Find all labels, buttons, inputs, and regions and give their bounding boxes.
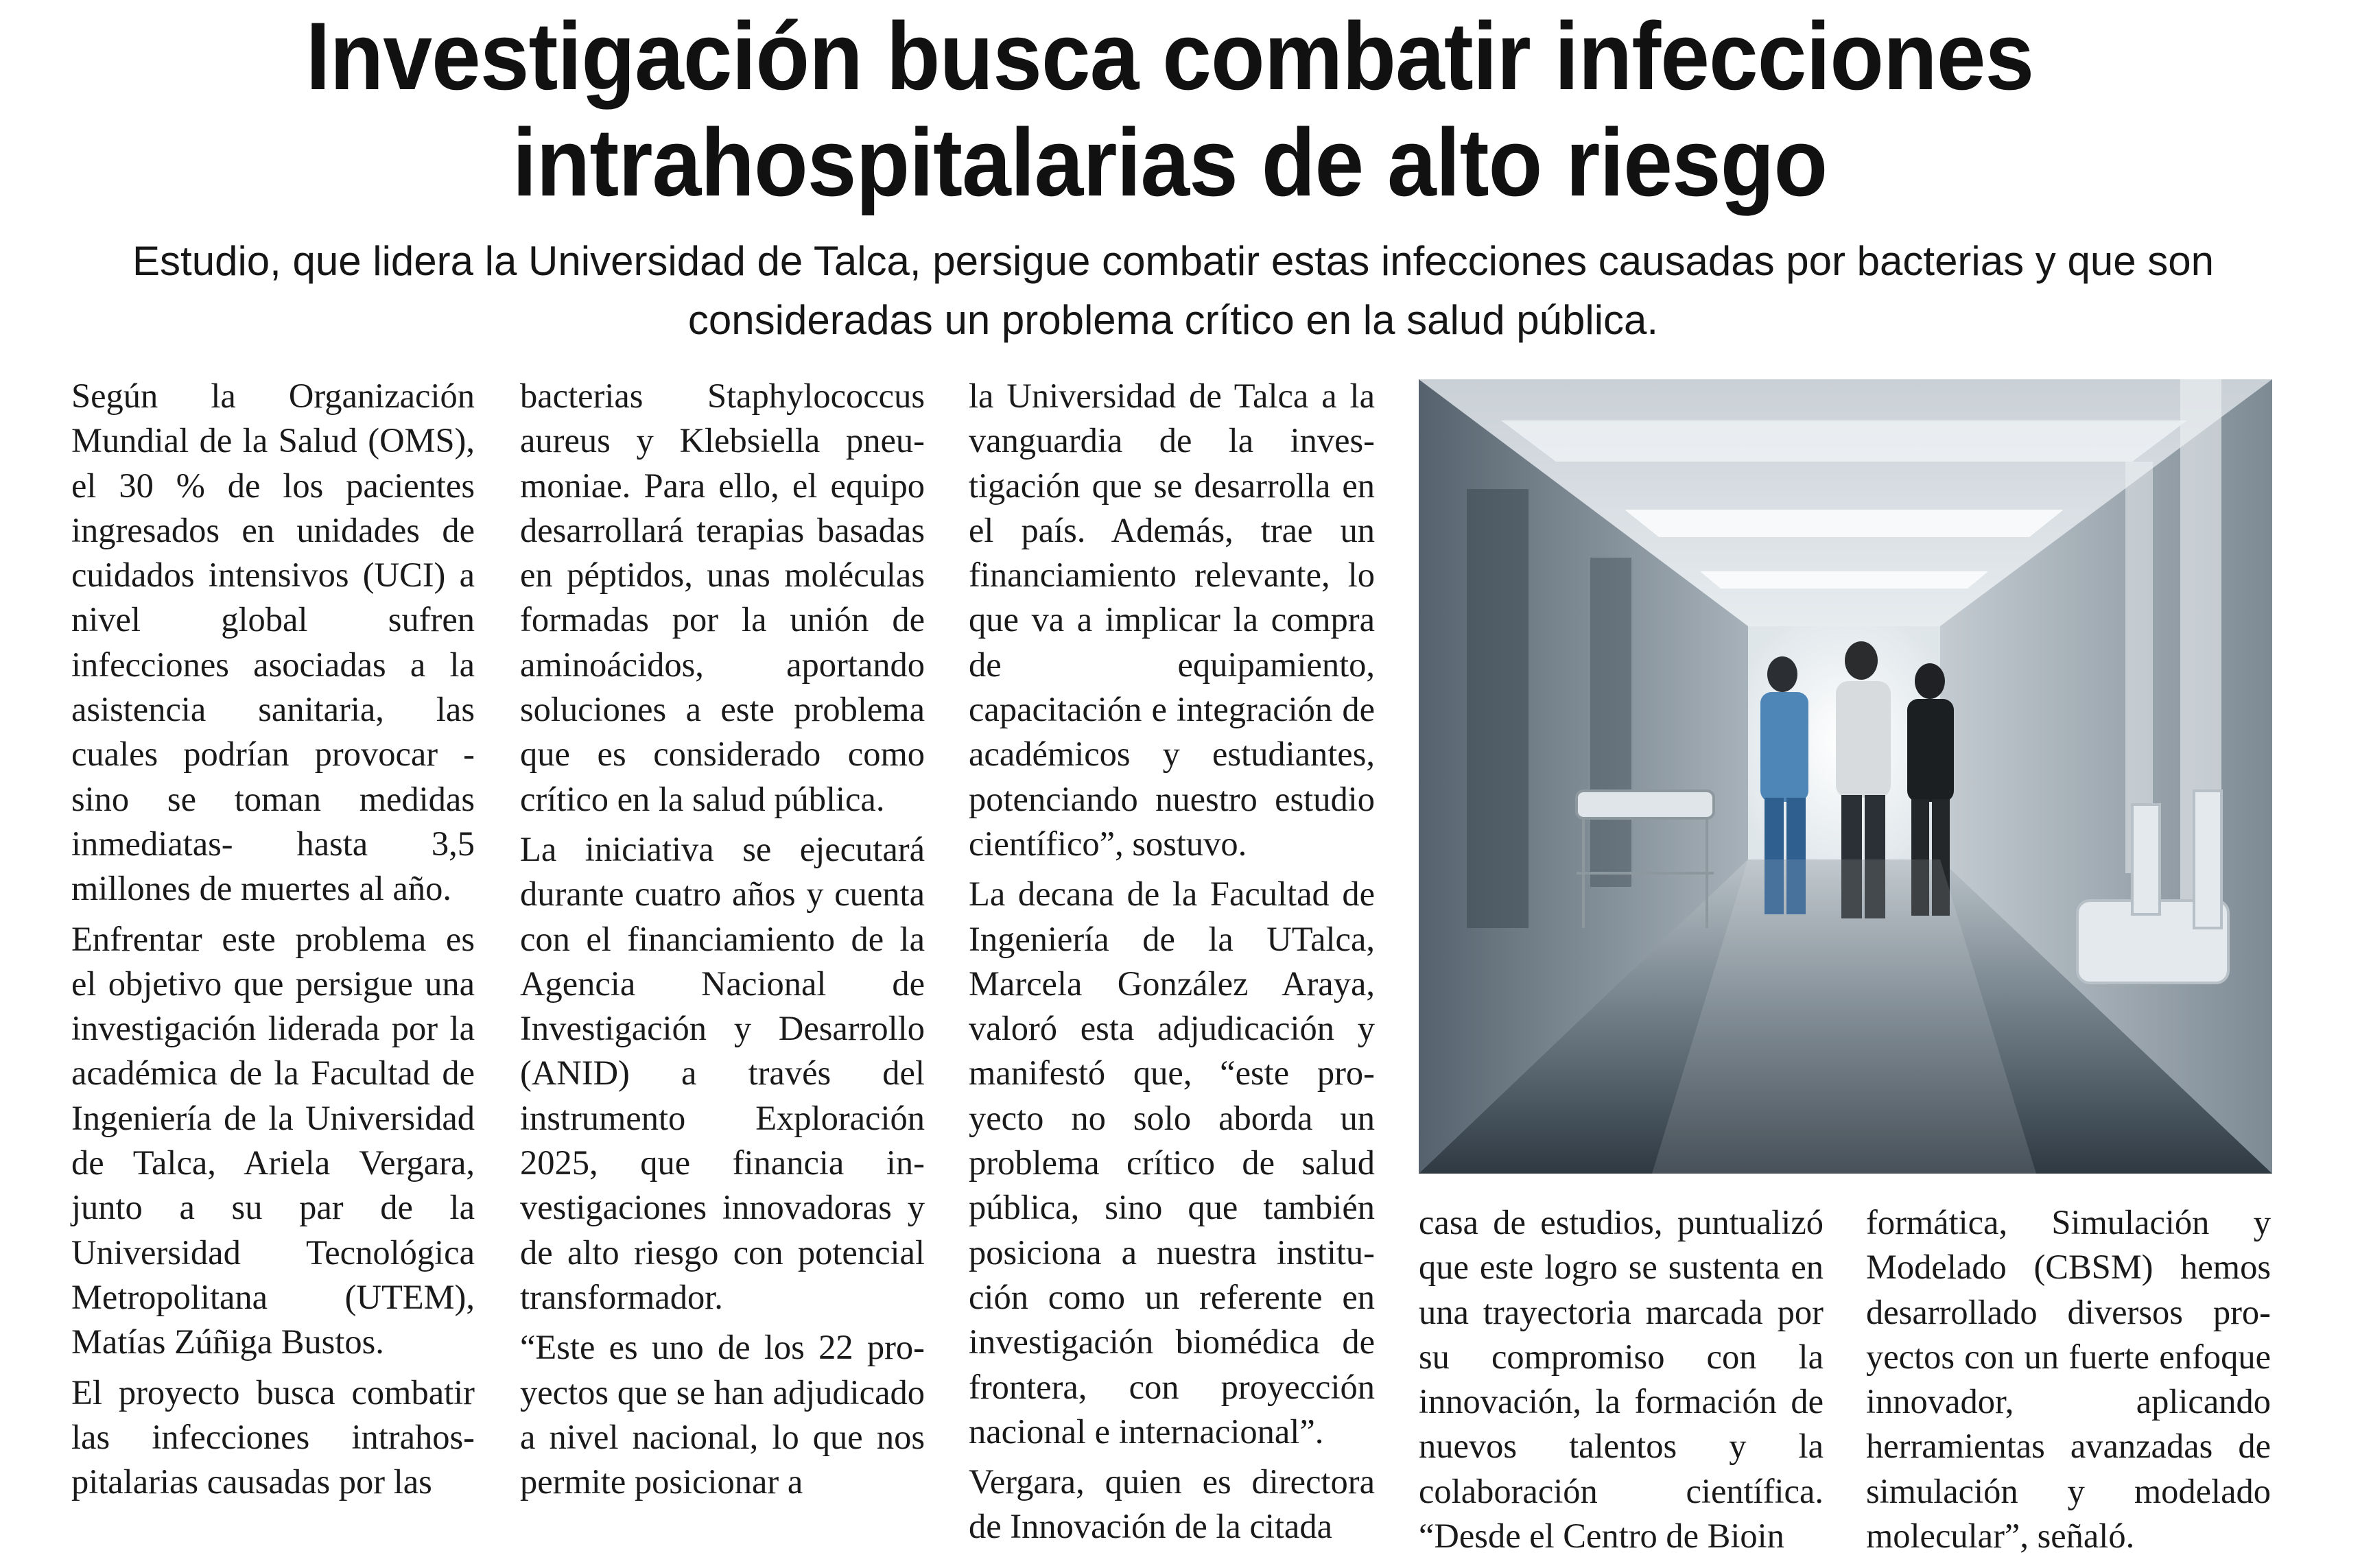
subtitle: Estudio, que lidera la Universidad de Talca, persigue combatir estas infecciones causadas por bacterias y que son consideradas un problema crítico en la salud pública.	[132, 238, 2214, 343]
headline	[144, 3, 2195, 215]
paragraph: La iniciativa se ejecutará durante cuatro años y cuenta con el financiamiento de la Agencia Nacional de Investigación y Desarrollo (ANID) a través del instrumento Exploración 2025, que financia investigaciones innovadoras y de alto riesgo con potencial transformador.	[520, 829, 925, 1316]
paragraph: “Este es uno de los 22 proyectos que se han adjudicado a nivel nacional, lo que nos permite posicionar a	[520, 1328, 925, 1501]
body-column-4	[1419, 1200, 1824, 1564]
paragraph: la Universidad de Talca a la vanguardia de la investigación que se desarrolla en el país. Además, trae un financiamiento relevante, lo que va a implicar la compra de equipamiento, capacitación e integración de académicos y estudiantes, potenciando nuestro estudio científico”, sostuvo.	[969, 377, 1375, 863]
body-column-1	[71, 374, 475, 1510]
paragraph: formática, Simulación y Modelado (CBSM) hemos desarrollado diversos proyectos con un fuerte enfoque innovador, aplicando herramientas avanzadas de simulación y modelado molecular”, señaló.	[1866, 1203, 2271, 1556]
paragraph: casa de estudios, puntualizó que este logro se sustenta en una trayectoria marcada por su compromiso con la innovación, la formación de nuevos talentos y la colaboración científica. “Desde el Centro de Bioin	[1419, 1203, 1824, 1556]
paragraph: Enfrentar este problema es el objetivo que persigue una investigación liderada por la académica de la Facultad de Ingeniería de la Universidad de Talca, Ariela Vergara, junto a su par de la Universidad Tecnológica Metropolitana (UTEM), Matías Zúñiga Bustos.	[71, 919, 475, 1362]
headline-line-2: intrahospitalarias de alto riesgo	[512, 108, 1828, 216]
paragraph: Según la Organización Mundial de la Salud (OMS), el 30 % de los pacientes ingresados en unidades de cuidados intensivos (UCI) a nivel global sufren infecciones asociadas a la asistencia sanitaria, las cuales podrían provocar -sino se toman medidas inmediatas- hasta 3,5 millones de muertes al año.	[71, 377, 475, 908]
paragraph: La decana de la Facultad de Ingeniería de la UTalca, Marcela González Araya, valoró esta adjudicación y manifestó que, “este proyecto no solo aborda un problema crítico de salud pública, sino que también posiciona a nuestra institución como un referente en investigación biomédica de frontera, con proyección nacional e internacional”.	[969, 875, 1375, 1451]
body-column-5	[1866, 1200, 2271, 1564]
paragraph: Vergara, quien es directora de Innovación de la citada	[969, 1462, 1375, 1546]
body-column-2	[520, 374, 925, 1510]
hospital-corridor-photo	[1419, 379, 2272, 1174]
headline-line-1: Investigación busca combatir infecciones	[305, 2, 2034, 110]
photo-illustration	[1419, 379, 2272, 1174]
paragraph: El proyecto busca combatir las infecciones intrahospitalarias causadas por las	[71, 1373, 475, 1501]
body-column-3	[969, 374, 1375, 1555]
paragraph: bacterias Staphylococcus aureus y Klebsiella pneumoniae. Para ello, el equipo desarrollará terapias basadas en péptidos, unas moléculas formadas por la unión de aminoácidos, aportando soluciones a este problema que es considerado como crítico en la salud pública.	[520, 377, 925, 818]
